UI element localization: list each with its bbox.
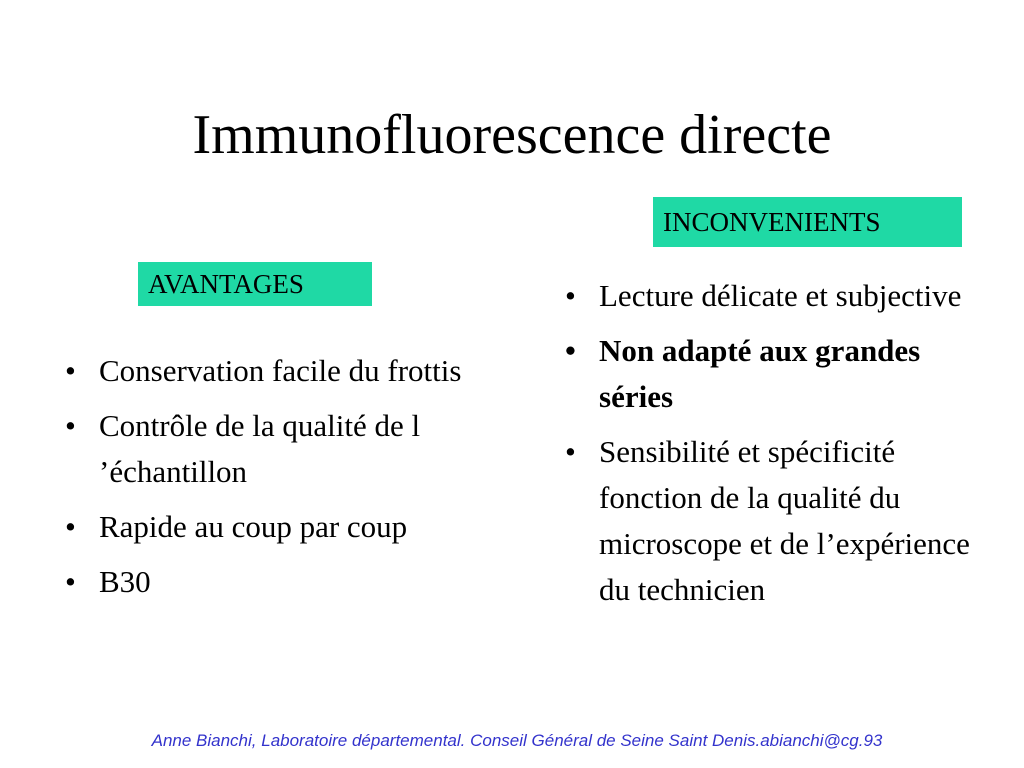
list-item: • Lecture délicate et subjective	[561, 273, 1001, 319]
inconvenients-list	[561, 273, 1001, 622]
list-item: • Non adapté aux grandes séries	[561, 328, 1001, 420]
list-item: • B30	[61, 559, 481, 605]
avantages-label: AVANTAGES	[138, 262, 372, 306]
slide-title: Immunofluorescence directe	[192, 104, 832, 166]
list-item: • Contrôle de la qualité de l ’échantillon	[61, 403, 481, 495]
avantages-list	[61, 348, 481, 614]
inconvenients-label: INCONVENIENTS	[653, 197, 962, 247]
list-item: • Conservation facile du frottis	[61, 348, 481, 394]
list-item: • Rapide au coup par coup	[61, 504, 481, 550]
footer-credit: Anne Bianchi, Laboratoire départemental. Conseil Général de Seine Saint Denis.abianchi@cg.93	[151, 731, 883, 750]
list-item: • Sensibilité et spécificité fonction de la qualité du microscope et de l’expérience du technicien	[561, 429, 1001, 613]
